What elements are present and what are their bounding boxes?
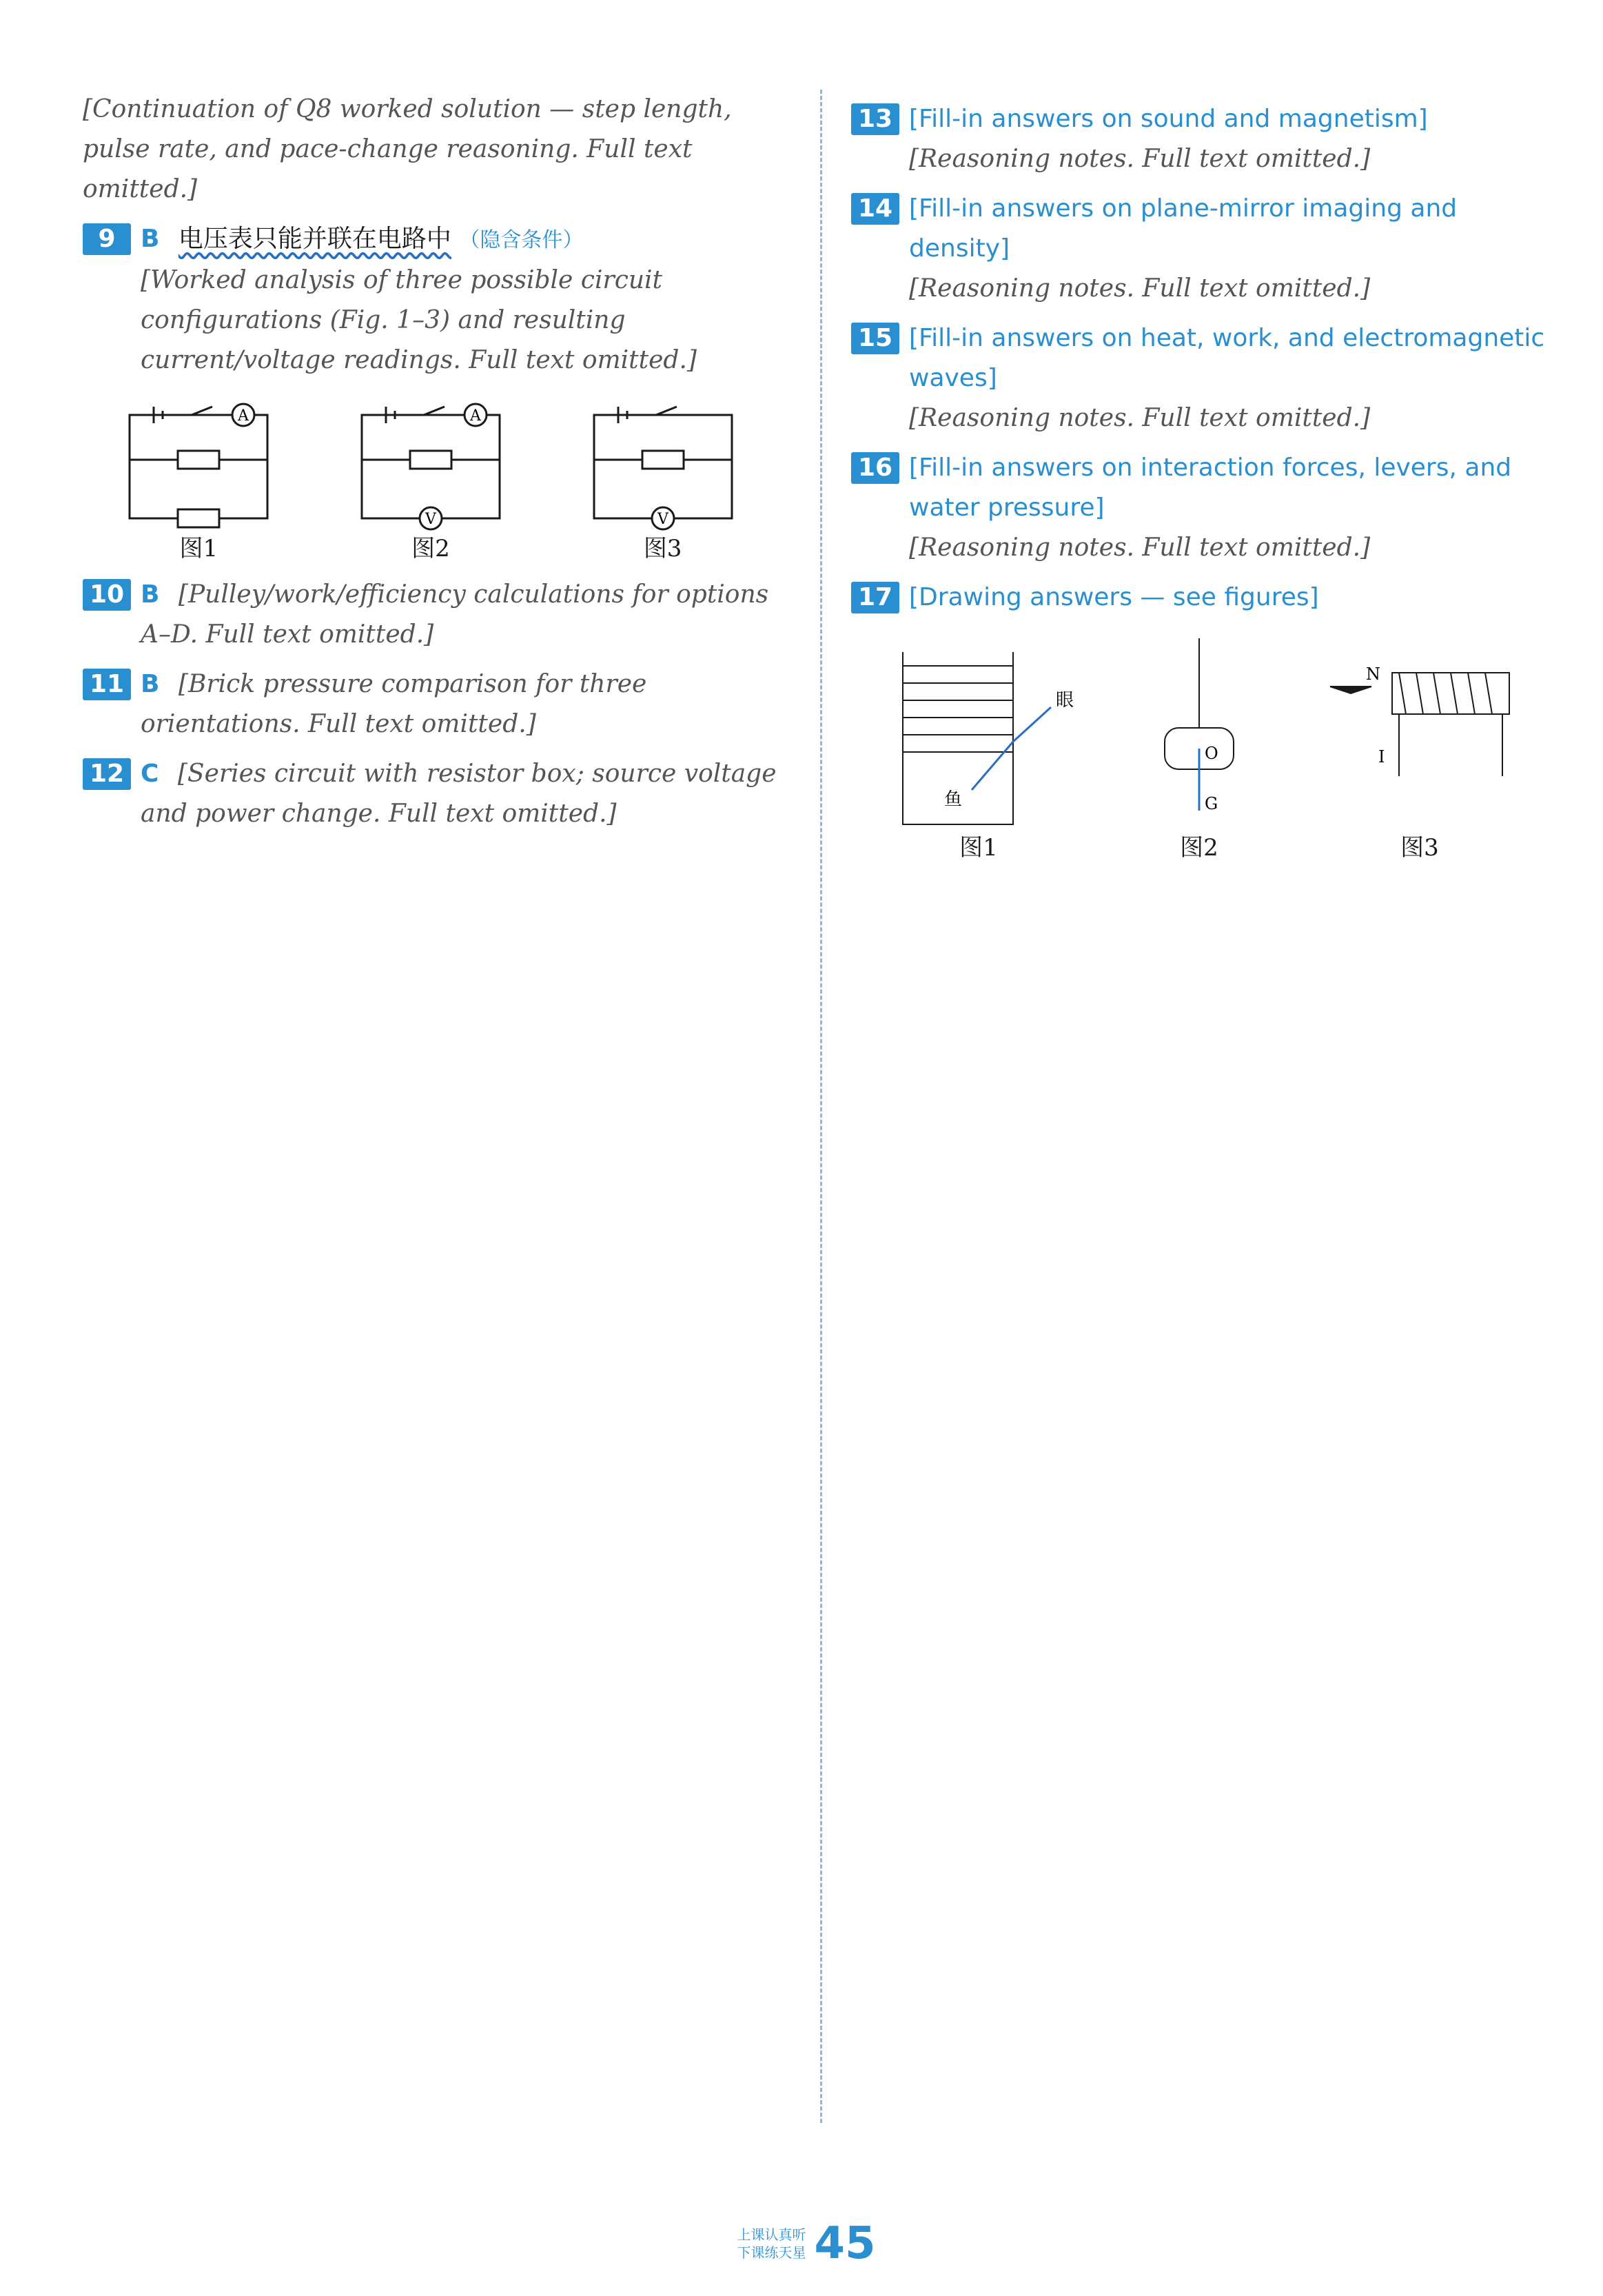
q10-number: 10 xyxy=(83,579,131,611)
q9-hint: （隐含条件） xyxy=(459,228,584,252)
circuit-diagram-1 xyxy=(116,394,281,532)
q14-summary: [Reasoning notes. Full text omitted.] xyxy=(909,274,1371,303)
q16-block xyxy=(851,448,1547,568)
q17-fig1-caption: 图1 xyxy=(959,834,998,862)
solenoid-diagram xyxy=(1316,624,1523,831)
q9-number: 9 xyxy=(83,223,131,255)
q16-summary: [Reasoning notes. Full text omitted.] xyxy=(909,534,1371,562)
q9-answer: B xyxy=(141,225,160,253)
q16-number: 16 xyxy=(851,452,899,484)
center-label: O xyxy=(1205,744,1218,763)
q10-summary: [Pulley/work/efficiency calculations for options A–D. Full text omitted.] xyxy=(141,580,769,649)
q14-block xyxy=(851,189,1547,309)
q17-fig3-caption: 图3 xyxy=(1400,834,1439,862)
q15-number: 15 xyxy=(851,323,899,354)
q12-block xyxy=(83,754,779,834)
q9-figure-2 xyxy=(348,394,513,565)
q14-number: 14 xyxy=(851,193,899,225)
footer-slogan: 上课认真听 下课练天星 xyxy=(737,2226,806,2261)
q16-answers: [Fill-in answers on interaction forces, levers, and water pressure] xyxy=(909,454,1512,522)
q9-fig3-caption: 图3 xyxy=(643,535,682,562)
gravity-label: G xyxy=(1205,794,1218,813)
q17-fig2-caption: 图2 xyxy=(1180,834,1218,862)
page-number: 45 xyxy=(814,2218,876,2269)
ammeter-label-1: A xyxy=(238,407,249,425)
page-footer xyxy=(662,2213,951,2275)
left-column xyxy=(83,90,779,840)
q9-fig2-caption: 图2 xyxy=(411,535,450,562)
q11-number: 11 xyxy=(83,669,131,700)
q11-block xyxy=(83,664,779,744)
voltmeter-label-3: V xyxy=(657,511,668,528)
q15-summary: [Reasoning notes. Full text omitted.] xyxy=(909,404,1371,432)
q11-answer: B xyxy=(141,670,160,698)
q17-number: 17 xyxy=(851,582,899,613)
q12-answer: C xyxy=(141,760,159,788)
q12-summary: [Series circuit with resistor box; source voltage and power change. Full text omitted.] xyxy=(141,760,777,828)
circuit-diagram-3 xyxy=(580,394,746,532)
q13-summary: [Reasoning notes. Full text omitted.] xyxy=(909,145,1371,173)
column-divider xyxy=(820,90,822,2123)
q17-figures xyxy=(851,624,1547,864)
north-label: N xyxy=(1366,664,1380,684)
circuit-diagram-2 xyxy=(348,394,513,532)
q9-content xyxy=(141,219,779,387)
q17-figure-1 xyxy=(875,624,1082,864)
refraction-diagram xyxy=(875,624,1082,831)
q17-figure-3 xyxy=(1316,624,1523,864)
ammeter-label-2: A xyxy=(470,407,481,425)
q13-answers: [Fill-in answers on sound and magnetism] xyxy=(909,105,1428,133)
q15-answers: [Fill-in answers on heat, work, and electromagnetic waves] xyxy=(909,324,1545,392)
voltmeter-label-2: V xyxy=(425,511,436,528)
q17-block xyxy=(851,578,1547,618)
q13-number: 13 xyxy=(851,103,899,135)
current-label: I xyxy=(1378,747,1385,766)
q11-summary: [Brick pressure comparison for three orientations. Full text omitted.] xyxy=(141,670,647,738)
q9-figure-3 xyxy=(580,394,746,565)
right-column xyxy=(851,90,1547,871)
q10-block xyxy=(83,575,779,655)
q9-summary: [Worked analysis of three possible circuit configurations (Fig. 1–3) and resulting current/voltage readings. Full text omitted.] xyxy=(141,266,697,374)
q9-figures xyxy=(83,394,779,565)
q17-figure-2 xyxy=(1130,624,1268,864)
q9-block xyxy=(83,219,779,387)
plant-force-diagram xyxy=(1130,624,1268,831)
q17-answers: [Drawing answers — see figures] xyxy=(909,583,1319,611)
eye-label: 眼 xyxy=(1056,690,1074,711)
q13-block xyxy=(851,99,1547,179)
fish-label: 鱼 xyxy=(944,789,963,810)
q14-answers: [Fill-in answers on plane-mirror imaging and density] xyxy=(909,194,1458,263)
q10-answer: B xyxy=(141,580,160,609)
q8-summary: [Continuation of Q8 worked solution — step length, pulse rate, and pace-change reasoning. Full text omitted.] xyxy=(83,95,732,203)
q9-figure-1 xyxy=(116,394,281,565)
q9-fig1-caption: 图1 xyxy=(179,535,218,562)
q9-key-phrase: 电压表只能并联在电路中 xyxy=(178,225,451,253)
q15-block xyxy=(851,318,1547,438)
q12-number: 12 xyxy=(83,758,131,790)
